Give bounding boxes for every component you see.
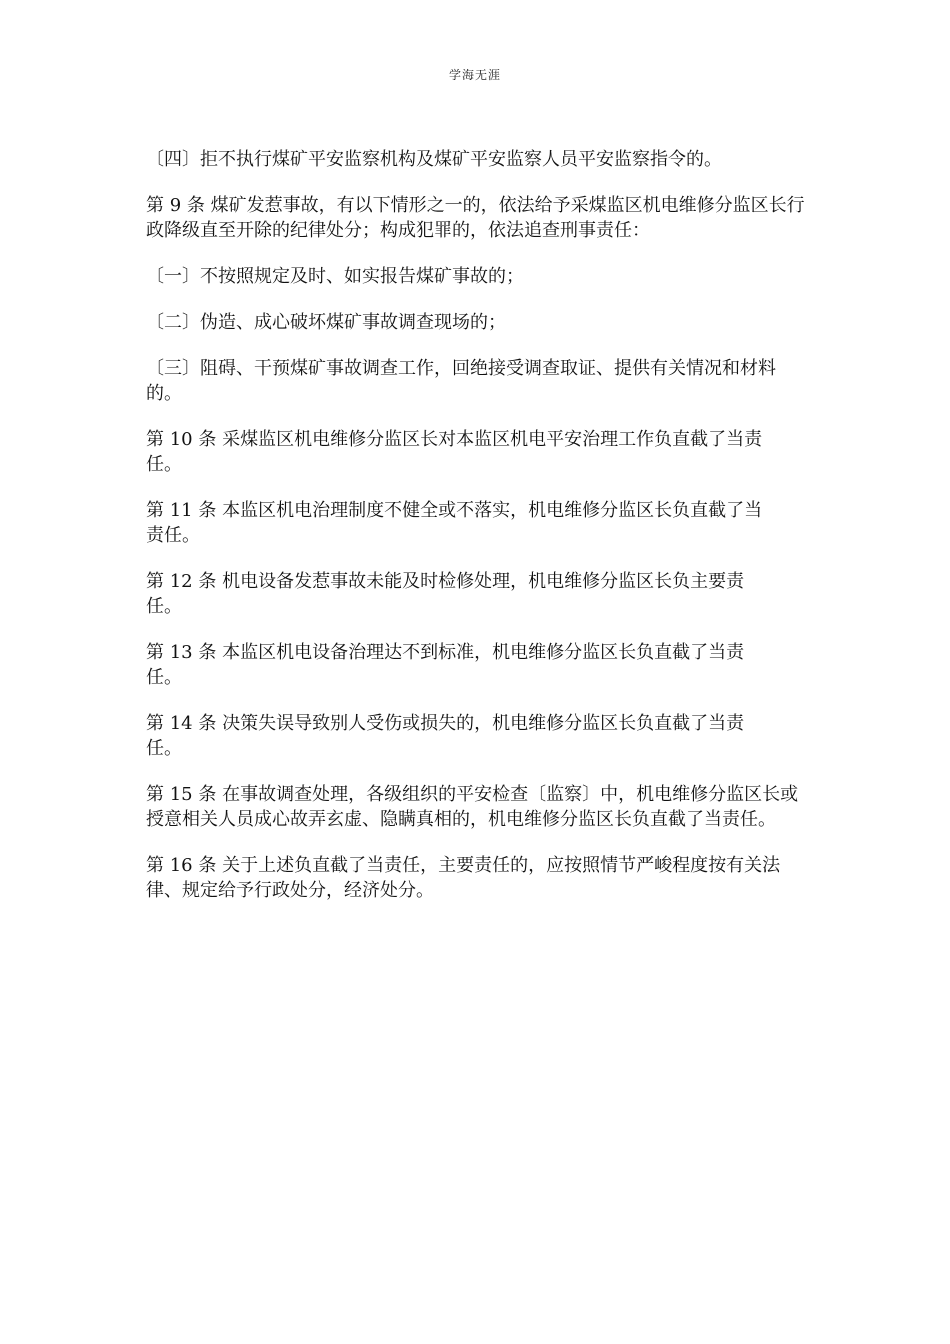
paragraph-item-1: 〔一〕不按照规定及时、如实报告煤矿事故的； xyxy=(146,266,524,287)
article-14: 第 14 条 决策失误导致别人受伤或损失的，机电维修分监区长负直截了当责任。 xyxy=(146,713,745,759)
article-10: 第 10 条 采煤监区机电维修分监区长对本监区机电平安治理工作负直截了当责任。 xyxy=(146,429,763,475)
paragraph-item-2: 〔二〕伪造、成心破坏煤矿事故调查现场的； xyxy=(146,312,506,333)
article-13: 第 13 条 本监区机电设备治理达不到标准，机电维修分监区长负直截了当责任。 xyxy=(146,642,745,688)
article-16: 第 16 条 关于上述负直截了当责任，主要责任的，应按照情节严峻程度按有关法律、规定给予行政处分，经济处分。 xyxy=(146,855,781,901)
paragraph-item-4: 〔四〕拒不执行煤矿平安监察机构及煤矿平安监察人员平安监察指令的。 xyxy=(146,149,722,170)
page-header: 学海无涯 xyxy=(448,68,501,82)
article-9: 第 9 条 煤矿发惹事故，有以下情形之一的，依法给予采煤监区机电维修分监区长行政降级直至开除的纪律处分；构成犯罪的，依法追查刑事责任： xyxy=(146,195,805,241)
article-15: 第 15 条 在事故调查处理，各级组织的平安检查〔监察〕中，机电维修分监区长或授意相关人员成心故弄玄虚、隐瞒真相的，机电维修分监区长负直截了当责任。 xyxy=(146,784,799,830)
article-11: 第 11 条 本监区机电治理制度不健全或不落实，机电维修分监区长负直截了当责任。 xyxy=(146,500,763,546)
article-12: 第 12 条 机电设备发惹事故未能及时检修处理，机电维修分监区长负主要责任。 xyxy=(146,571,745,617)
document-body xyxy=(146,147,806,924)
paragraph-item-3: 〔三〕阻碍、干预煤矿事故调查工作，回绝接受调查取证、提供有关情况和材料的。 xyxy=(146,358,776,404)
